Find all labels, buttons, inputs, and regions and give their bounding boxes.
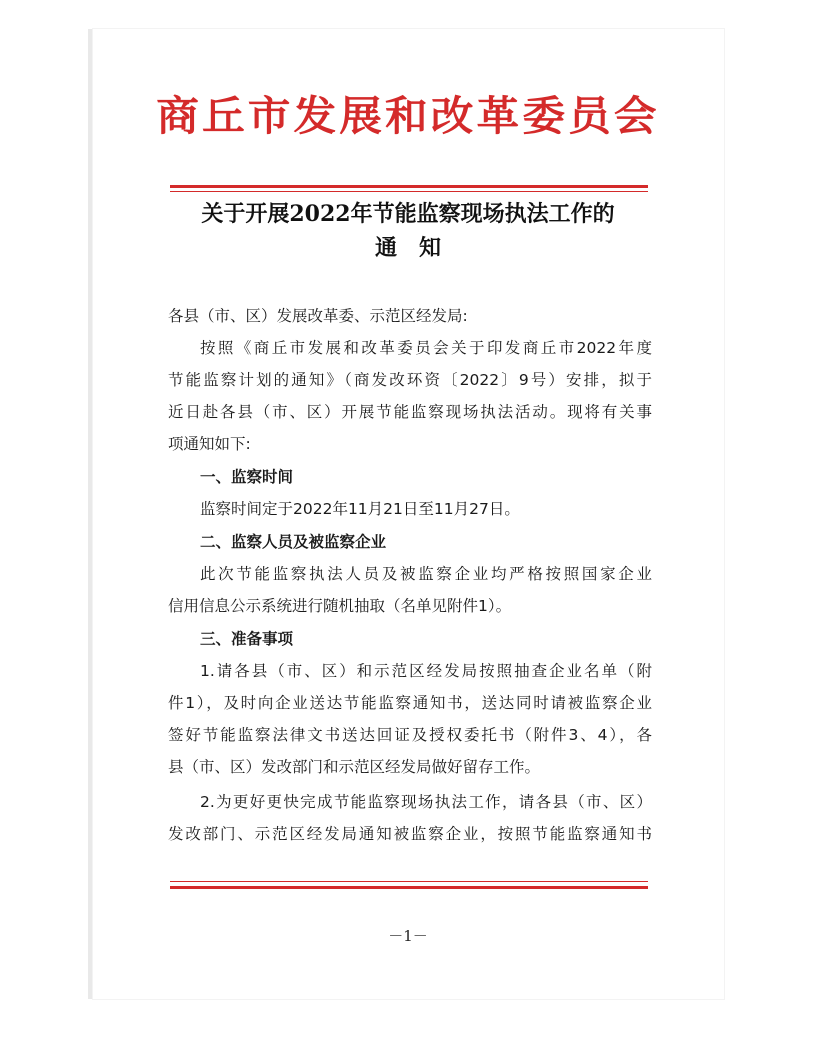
masthead-rule-thin (170, 191, 648, 192)
section-2-text-line-1: 此次节能监察执法人员及被监察企业均严格按照国家企业 (200, 565, 652, 583)
masthead-title: 商丘市发展和改革委员会 (156, 92, 660, 140)
addressee: 各县（市、区）发展改革委、示范区经发局: (168, 307, 468, 325)
section-3-item-1-line-4: 县（市、区）发改部门和示范区经发局做好留存工作。 (168, 758, 541, 776)
section-2-heading: 二、监察人员及被监察企业 (200, 533, 387, 551)
document-title-line2: 通 知 (374, 235, 441, 261)
document-title-line1: 关于开展2022年节能监察现场执法工作的 (201, 201, 615, 227)
section-2-text-line-2: 信用信息公示系统进行随机抽取（名单见附件1）。 (168, 597, 512, 615)
section-1-text: 监察时间定于2022年11月21日至11月27日。 (200, 500, 520, 518)
section-3-item-1-line-2: 件1），及时向企业送达节能监察通知书，送达同时请被监察企业 (168, 694, 652, 712)
footer-rule-thick (170, 886, 648, 889)
intro-line-3: 近日赴各县（市、区）开展节能监察现场执法活动。现将有关事 (168, 403, 652, 421)
section-3-item-1-line-1: 1.请各县（市、区）和示范区经发局按照抽查企业名单（附 (200, 662, 652, 680)
intro-line-1: 按照《商丘市发展和改革委员会关于印发商丘市2022年度 (200, 339, 652, 357)
masthead-rule-thick (170, 185, 648, 188)
intro-line-4: 项通知如下: (168, 435, 251, 453)
section-1-heading: 一、监察时间 (200, 468, 294, 486)
footer-rule-thin (170, 881, 648, 882)
page-number: －1－ (388, 927, 428, 945)
section-3-heading: 三、准备事项 (200, 630, 294, 648)
section-3-item-2-line-2: 发改部门、示范区经发局通知被监察企业，按照节能监察通知书 (168, 825, 652, 843)
intro-line-2: 节能监察计划的通知》（商发改环资〔2022〕9号）安排，拟于 (168, 371, 652, 389)
section-3-item-1-line-3: 签好节能监察法律文书送达回证及授权委托书（附件3、4），各 (168, 726, 652, 744)
section-3-item-2-line-1: 2.为更好更快完成节能监察现场执法工作，请各县（市、区） (200, 793, 652, 811)
